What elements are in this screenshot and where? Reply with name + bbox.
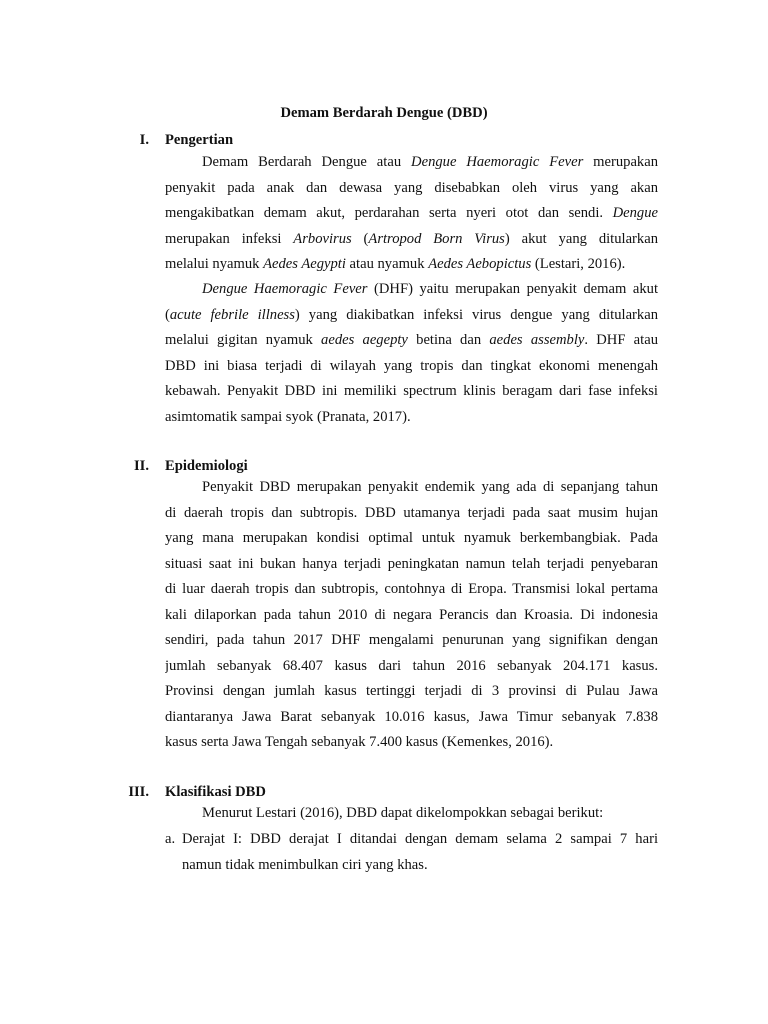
italic-term: acute febrile illness bbox=[169, 306, 295, 323]
text-line: kebawah. Penyakit DBD ini memiliki spectrum klinis beragam dari fase infeksi bbox=[165, 383, 658, 399]
text-line: merupakan infeksi Arbovirus (Artropod Born Virus) akut yang ditularkan bbox=[165, 230, 658, 247]
italic-term: aedes assembly bbox=[489, 332, 585, 348]
text-line: kali dilaporkan pada tahun 2010 di negara Perancis dan Kroasia. Di indonesia bbox=[165, 606, 658, 623]
paragraph bbox=[165, 150, 658, 278]
text-line: diantaranya Jawa Barat sebanyak 10.016 kasus, Jawa Timur sebanyak 7.838 bbox=[165, 708, 658, 725]
section-number: II. bbox=[133, 458, 149, 474]
section-title: Klasifikasi DBD bbox=[165, 784, 266, 800]
section-heading-epidemiologi bbox=[0, 457, 768, 477]
section-title: Epidemiologi bbox=[165, 458, 248, 474]
text-line: situasi saat ini bukan hanya terjadi peningkatan namun telah terjadi penyebaran bbox=[165, 555, 658, 572]
text-line: Demam Berdarah Dengue atau Dengue Haemoragic Fever merupakan bbox=[202, 154, 658, 170]
text-line: kasus serta Jawa Tengah sebanyak 7.400 kasus (Kemenkes, 2016). bbox=[165, 734, 554, 750]
list-item-body bbox=[182, 827, 658, 878]
italic-term: aedes aegepty bbox=[321, 332, 408, 348]
intro-paragraph bbox=[165, 801, 658, 827]
text-line: (acute febrile illness) yang diakibatkan infeksi virus dengue yang ditularkan bbox=[165, 306, 658, 323]
text-line: penyakit pada anak dan dewasa yang disebabkan oleh virus yang akan bbox=[165, 179, 658, 196]
text-line: di luar daerah tropis dan subtropis, contohnya di Eropa. Transmisi lokal pertama bbox=[165, 581, 658, 597]
italic-term: Dengue Haemoragic Fever bbox=[411, 154, 584, 170]
paragraph bbox=[165, 475, 658, 756]
section-heading-pengertian bbox=[0, 131, 768, 151]
italic-term: Aedes Aegypti bbox=[263, 256, 346, 272]
paragraph bbox=[165, 277, 658, 430]
section-number: III. bbox=[128, 784, 149, 800]
italic-term: Dengue Haemoragic Fever bbox=[202, 281, 368, 297]
italic-term: Arbovirus bbox=[293, 230, 352, 247]
section-heading-klasifikasi bbox=[0, 783, 768, 803]
text-line: Penyakit DBD merupakan penyakit endemik yang ada di sepanjang tahun bbox=[202, 479, 658, 495]
text-line: melalui nyamuk Aedes Aegypti atau nyamuk Aedes Aebopictus (Lestari, 2016). bbox=[165, 256, 626, 272]
list-marker: a. bbox=[165, 831, 176, 847]
italic-term: Artropod Born Virus bbox=[368, 230, 505, 247]
text-line: DBD ini biasa terjadi di wilayah yang tropis dan tingkat ekonomi menengah bbox=[165, 357, 658, 374]
section-title: Pengertian bbox=[165, 132, 234, 148]
text-line: yang mana merupakan kondisi optimal untuk nyamuk berkembangbiak. Pada bbox=[165, 530, 658, 546]
text-line: melalui gigitan nyamuk aedes aegepty betina dan aedes assembly. DHF atau bbox=[165, 332, 658, 348]
italic-term: Aedes Aebopictus bbox=[428, 256, 532, 272]
text-line: jumlah sebanyak 68.407 kasus dari tahun 2016 sebanyak 204.171 kasus. bbox=[165, 657, 658, 674]
text-line: di daerah tropis dan subtropis. DBD utamanya terjadi pada saat musim hujan bbox=[165, 504, 658, 521]
text-line: asimtomatik sampai syok (Pranata, 2017). bbox=[165, 408, 411, 425]
text-line: namun tidak menimbulkan ciri yang khas. bbox=[182, 856, 428, 873]
text-line: sendiri, pada tahun 2017 DHF mengalami penurunan yang signifikan dengan bbox=[165, 632, 658, 648]
text-line: Derajat I: DBD derajat I ditandai dengan demam selama 2 sampai 7 hari bbox=[182, 831, 658, 847]
italic-term: Dengue bbox=[612, 205, 658, 221]
section-number: I. bbox=[139, 132, 149, 148]
text-line: Dengue Haemoragic Fever (DHF) yaitu merupakan penyakit demam akut bbox=[202, 281, 658, 297]
text-line: Provinsi dengan jumlah kasus tertinggi terjadi di 3 provinsi di Pulau Jawa bbox=[165, 683, 658, 699]
text-line: Menurut Lestari (2016), DBD dapat dikelompokkan sebagai berikut: bbox=[202, 805, 604, 821]
text-line: mengakibatkan demam akut, perdarahan serta nyeri otot dan sendi. Dengue bbox=[165, 205, 658, 221]
document-title: Demam Berdarah Dengue (DBD) bbox=[280, 105, 488, 121]
